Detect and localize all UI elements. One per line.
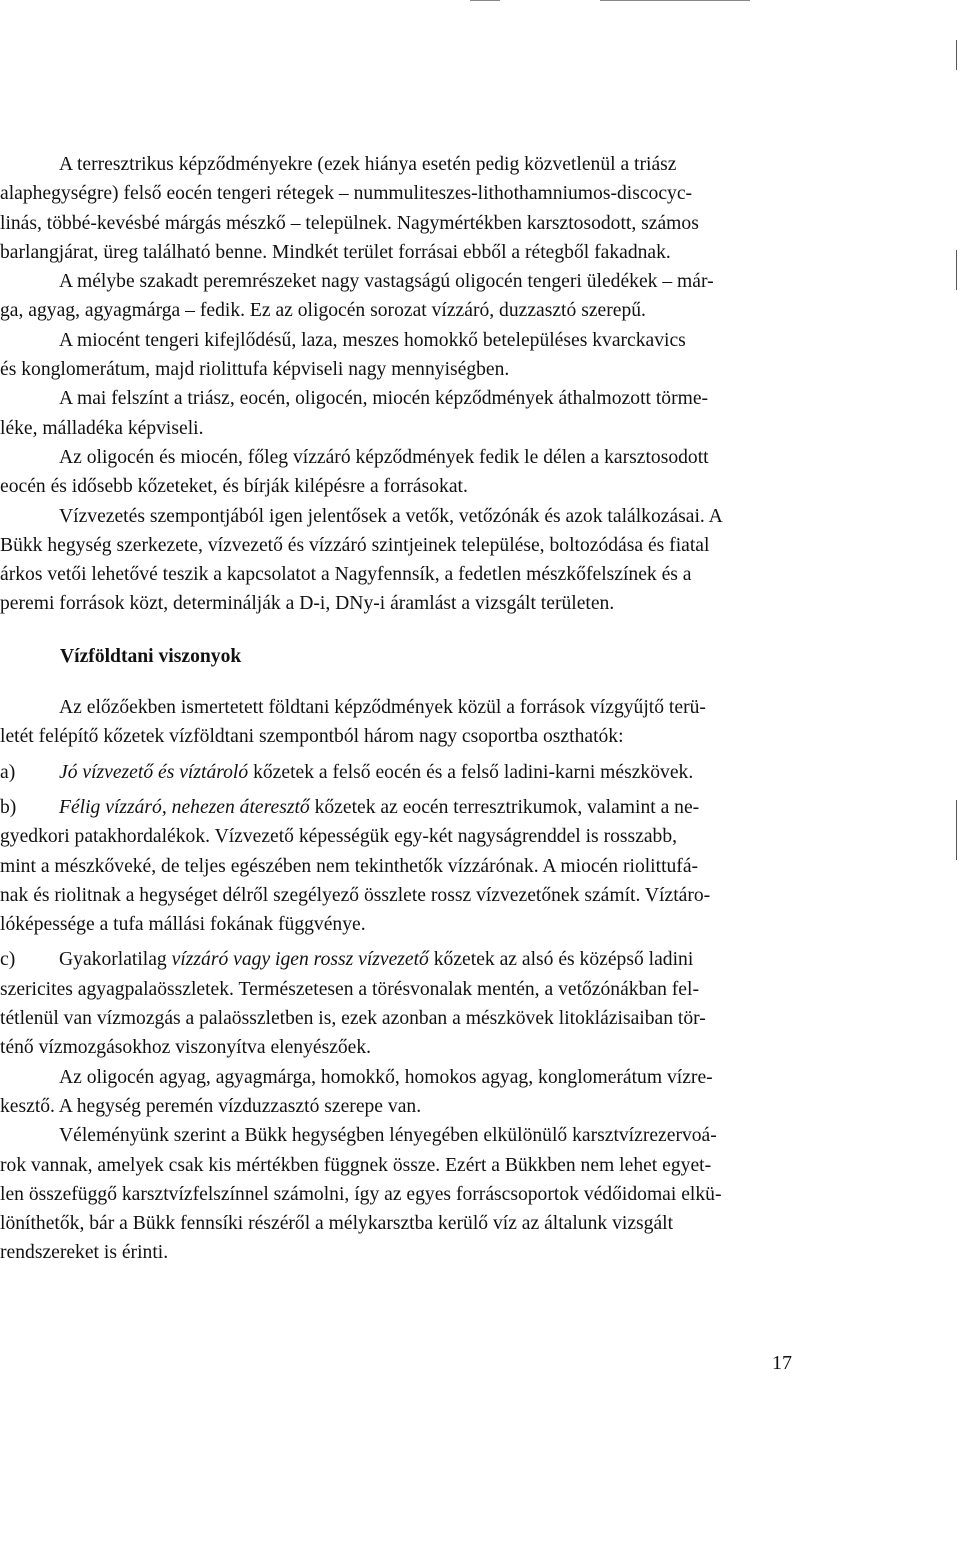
text-line	[0, 793, 785, 822]
paragraph-conclusion	[0, 1121, 785, 1267]
text-line: Vízvezetés szempontjából igen jelentősek a vetők, vetőzónák és azok találkozásai. A	[59, 505, 723, 527]
text-line: letét felépítő kőzetek vízföldtani szempontból három nagy csoportba oszthatók:	[0, 726, 624, 748]
text-line: és konglomerátum, majd riolittufa képviseli nagy mennyiségben.	[0, 359, 510, 381]
body-text	[0, 150, 785, 1268]
scan-edge-mark	[956, 800, 957, 860]
text-line: kesztő. A hegység peremén vízduzzasztó szerepe van.	[0, 1095, 422, 1117]
text-line: gyedkori patakhordalékok. Vízvezető képességük egy-két nagyságrenddel is rosszabb,	[0, 826, 678, 848]
italic-term: Félig vízzáró, nehezen áteresztő	[59, 796, 310, 818]
paragraph-surface	[0, 384, 785, 443]
paragraph-sealing	[0, 1063, 785, 1122]
paragraph-miocene	[0, 326, 785, 385]
text-line: mint a mészkőveké, de teljes egészében nem tekinthetők vízzárónak. A miocén riolittufá-	[0, 855, 699, 877]
paragraph-cover	[0, 443, 785, 502]
list-label: c)	[0, 949, 16, 971]
text-line	[0, 945, 785, 974]
text-line: ga, agyag, agyagmárga – fedik. Ez az oligocén sorozat vízzáró, duzzasztó szerepű.	[0, 300, 646, 322]
text-line: A miocént tengeri kifejlődésű, laza, meszes homokkő betelepüléses kvarckavics	[59, 329, 686, 351]
text-line: árkos vetői lehetővé teszik a kapcsolatot a Nagyfennsík, a fedetlen mészkőfelszínek és a	[0, 564, 692, 586]
page-number: 17	[772, 1352, 792, 1374]
text-line: szericites agyagpalaösszletek. Természetesen a törésvonalak mentén, a vetőzónákban fel-	[0, 978, 699, 1000]
text-line: Véleményünk szerint a Bükk hegységben lényegében elkülönülő karsztvízrezervoá-	[59, 1125, 717, 1147]
list-label: a)	[0, 761, 16, 783]
scan-top-mark	[600, 0, 750, 1]
text-line: peremi források közt, determinálják a D-i, DNy-i áramlást a vizsgált területen.	[0, 593, 615, 615]
text-line: A terresztrikus képződményekre (ezek hiánya esetén pedig közvetlenül a triász	[59, 154, 677, 175]
paragraph-oligocene	[0, 267, 785, 326]
text-line: tétlenül van vízmozgás a palaösszletben is, ezek azonban a mészkövek litoklázisaiban tör-	[0, 1008, 706, 1030]
list-item-b	[0, 793, 785, 939]
list-label: b)	[0, 796, 17, 818]
text-run: kőzetek a felső eocén és a felső ladini-karni mészkövek.	[248, 761, 694, 783]
paragraph-faults	[0, 502, 785, 619]
text-line: nak és riolitnak a hegységet délről szegélyező összlete rossz vízvezetőnek számít. Víztáro-	[0, 884, 711, 906]
text-line: eocén és idősebb kőzeteket, és bírják kilépésre a forrásokat.	[0, 476, 468, 498]
text-line: léke, málladéka képviseli.	[0, 417, 204, 439]
paragraph-intro	[0, 693, 785, 752]
text-line: rok vannak, amelyek csak kis mértékben függnek össze. Ezért a Bükkben nem lehet egyet-	[0, 1154, 712, 1176]
text-line: ténő vízmozgásokhoz viszonyítva elenyészőek.	[0, 1037, 372, 1059]
text-line: löníthetők, bár a Bükk fennsíki részéről a mélykarsztba kerülő víz az általunk vizsgált	[0, 1213, 674, 1235]
text-line: Bükk hegység szerkezete, vízvezető és vízzáró szintjeinek települése, boltozódása és fiatal	[0, 534, 710, 556]
list-item-c	[0, 945, 785, 1062]
text-line: rendszereket is érinti.	[0, 1242, 169, 1264]
scan-edge-mark	[956, 250, 957, 290]
scan-edge-mark	[956, 40, 957, 70]
text-line: A mélybe szakadt peremrészeket nagy vastagságú oligocén tengeri üledékek – már-	[59, 271, 714, 293]
text-line: lóképessége a tufa mállási fokának függvénye.	[0, 914, 366, 936]
list-item-a	[0, 758, 785, 787]
text-line: barlangjárat, üreg található benne. Mindkét terület forrásai ebből a rétegből fakadnak.	[0, 241, 671, 263]
text-run: kőzetek az eocén terresztrikumok, valamint a ne-	[309, 796, 700, 818]
text-line: Az oligocén agyag, agyagmárga, homokkő, homokos agyag, konglomerátum vízre-	[59, 1066, 713, 1088]
text-run: kőzetek az alsó és középső ladini	[428, 949, 694, 971]
text-line: len összefüggő karsztvízfelszínnel számolni, így az egyes forráscsoportok védőidomai elkü-	[0, 1183, 722, 1205]
italic-term: Jó vízvezető és víztároló	[59, 761, 249, 783]
italic-term: vízzáró vagy igen rossz vízvezető	[171, 949, 429, 971]
paragraph-terrestrial	[0, 150, 785, 267]
text-line: alaphegységre) felső eocén tengeri rétegek – nummuliteszes-lithothamniumos-discocyc-	[0, 183, 693, 205]
text-run: Gyakorlatilag	[59, 949, 172, 971]
text-line: Az előzőekben ismertetett földtani képződmények közül a források vízgyűjtő terü-	[59, 697, 706, 719]
text-line: linás, többé-kevésbé márgás mészkő – települnek. Nagymértékben karsztosodott, számos	[0, 212, 699, 234]
scan-top-mark	[470, 0, 500, 1]
text-line: A mai felszínt a triász, eocén, oligocén, miocén képződmények áthalmozott törme-	[59, 388, 709, 410]
text-line	[0, 758, 785, 787]
section-heading: Vízföldtani viszonyok	[60, 645, 242, 667]
text-line: Az oligocén és miocén, főleg vízzáró képződmények fedik le délen a karsztosodott	[59, 446, 709, 468]
